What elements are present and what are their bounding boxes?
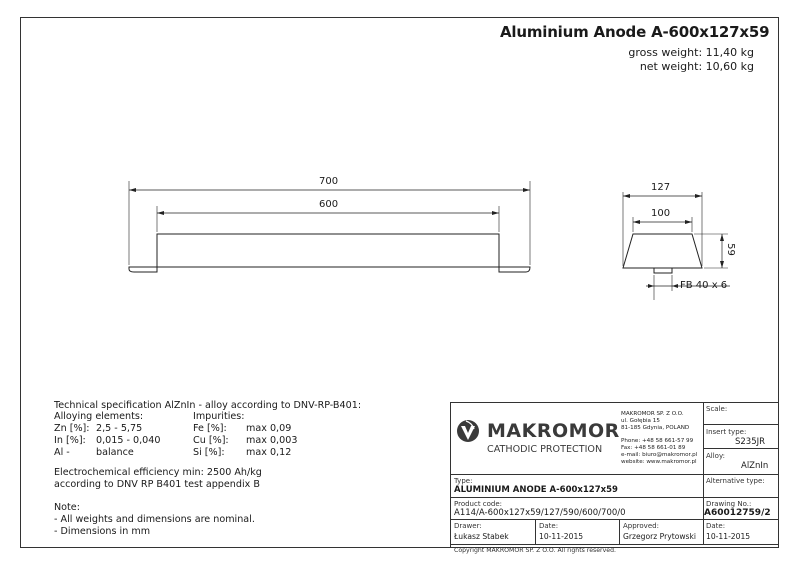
- spec-impurity-value: max 0,12: [246, 447, 292, 458]
- dimension-600: 600: [319, 199, 339, 210]
- alloy-value: AlZnIn: [741, 461, 769, 471]
- dimension-59: 59: [724, 243, 736, 256]
- drawer-label: Drawer:: [454, 522, 482, 530]
- insert-type-label: Insert type:: [706, 428, 747, 436]
- net-weight: net weight: 10,60 kg: [639, 60, 754, 73]
- company-address: MAKROMOR SP. Z O.O. ul. Gołębia 15 81-185 Gdynia, POLAND Phone: +48 58 661-57 99 Fax: +48 58 661-01 89 e-mail: biuro@makromor.pl website: www.makromor.pl: [621, 411, 698, 466]
- date-value: 10-11-2015: [539, 532, 584, 541]
- drawing-no-label: Drawing No.:: [706, 500, 752, 508]
- drawer-value: Łukasz Stabek: [454, 532, 509, 541]
- date-label: Date:: [539, 522, 559, 530]
- flat-bar-label: FB 40 x 6: [680, 280, 728, 291]
- type-label: Type:: [454, 477, 473, 485]
- approved-label: Approved:: [623, 522, 659, 530]
- spec-impurity: Cu [%]:: [193, 435, 229, 446]
- efficiency-line: Electrochemical efficiency min: 2500 Ah/kg: [54, 467, 262, 478]
- spec-element: Al -: [54, 447, 70, 458]
- product-code-value: A114/A-600x127x59/127/590/600/700/0: [454, 508, 626, 518]
- spec-element: In [%]:: [54, 435, 86, 446]
- impurities-heading: Impurities:: [193, 411, 245, 422]
- note-heading: Note:: [54, 502, 80, 513]
- drawing-title: Aluminium Anode A-600x127x59: [500, 23, 770, 41]
- anode-front-view: [157, 234, 499, 267]
- alloying-heading: Alloying elements:: [54, 411, 144, 422]
- gross-weight: gross weight: 11,40 kg: [628, 46, 754, 59]
- alloy-label: Alloy:: [706, 452, 725, 460]
- drawing-no-value: A60012759/2: [704, 508, 771, 518]
- spec-impurity: Si [%]:: [193, 447, 225, 458]
- date-label: Date:: [706, 522, 726, 530]
- insert-section: [654, 268, 672, 273]
- spec-impurity-value: max 0,003: [246, 435, 298, 446]
- spec-value: balance: [96, 447, 134, 458]
- approved-value: Grzegorz Prytowski: [623, 532, 697, 541]
- efficiency-reference: according to DNV RP B401 test appendix B: [54, 479, 260, 490]
- insert-left: [129, 267, 157, 272]
- product-code-label: Product code:: [454, 500, 503, 508]
- copyright: Copyright MAKROMOR SP. Z O.O. All rights reserved.: [454, 547, 616, 554]
- brand-name: MAKROMOR: [487, 420, 620, 442]
- insert-right: [499, 267, 530, 272]
- note-line: - Dimensions in mm: [54, 526, 151, 537]
- dimension-700: 700: [319, 176, 339, 187]
- spec-impurity: Fe [%]:: [193, 423, 227, 434]
- note-line: - All weights and dimensions are nominal.: [54, 514, 255, 525]
- type-value: ALUMINIUM ANODE A-600x127x59: [454, 485, 618, 495]
- spec-impurity-value: max 0,09: [246, 423, 292, 434]
- alternative-type-label: Alternative type:: [706, 477, 765, 485]
- date-value: 10-11-2015: [706, 532, 751, 541]
- dimension-100: 100: [651, 208, 671, 219]
- brand-subtitle: CATHODIC PROTECTION: [487, 444, 603, 455]
- spec-element: Zn [%]:: [54, 423, 90, 434]
- anode-side-view: [623, 234, 702, 268]
- insert-type-value: S235JR: [735, 437, 766, 447]
- spec-heading: Technical specification AlZnIn - alloy according to DNV-RP-B401:: [54, 400, 362, 411]
- dimension-127: 127: [651, 182, 671, 193]
- spec-value: 2,5 - 5,75: [96, 423, 143, 434]
- scale-label: Scale:: [706, 405, 728, 413]
- spec-value: 0,015 - 0,040: [96, 435, 161, 446]
